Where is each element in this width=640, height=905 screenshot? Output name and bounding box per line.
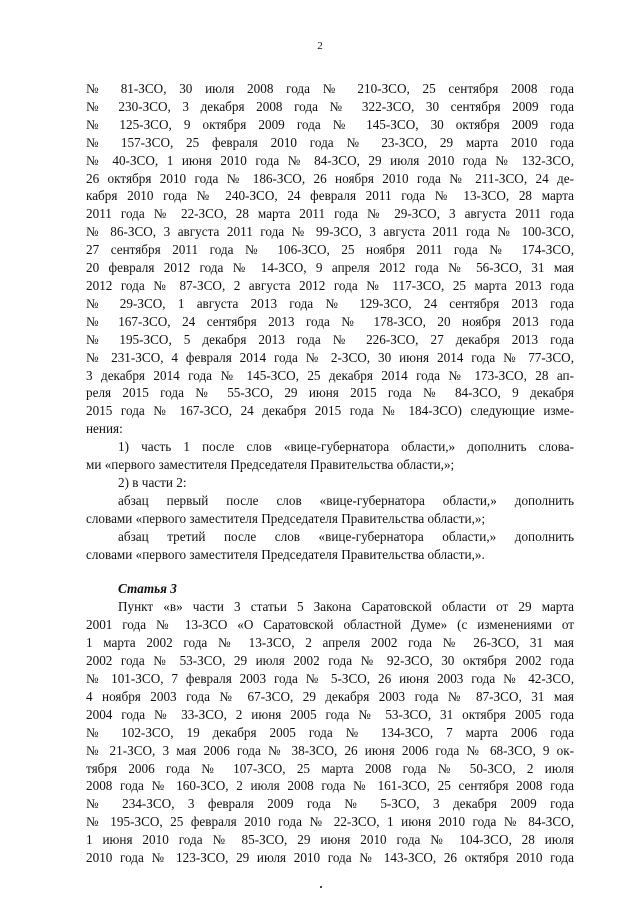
text-line: № 40-ЗСО, 1 июня 2010 года № 84-ЗСО, 29 июля 2010 года № 132-ЗСО, [86, 152, 574, 168]
paragraph-first-abzac: абзац первый после слов «вице-губернатора области,» дополнить [118, 492, 574, 508]
text-line: № 125-ЗСО, 9 октября 2009 года № 145-ЗСО, 30 октября 2009 года [86, 116, 574, 132]
text-line: № 231-ЗСО, 4 февраля 2014 года № 2-ЗСО, 30 июня 2014 года № 77-ЗСО, [86, 349, 574, 365]
text-line: 27 сентября 2011 года № 106-ЗСО, 25 ноября 2011 года № 174-ЗСО, [86, 242, 574, 258]
item-1-text-cont: ми «первого заместителя Председателя Правительства области,»; [86, 457, 455, 473]
text-line: 3 декабря 2014 года № 145-ЗСО, 25 декабря 2014 года № 173-ЗСО, 28 ап- [86, 367, 574, 383]
text-line: кабря 2010 года № 240-ЗСО, 24 февраля 2011 года № 13-ЗСО, 28 марта [86, 188, 574, 204]
text-line: № 195-ЗСО, 5 декабря 2013 года № 226-ЗСО, 27 декабря 2013 года [86, 331, 574, 347]
text-line: тября 2006 года № 107-ЗСО, 25 марта 2008 года № 50-ЗСО, 2 июля [86, 760, 574, 776]
text-line: 2004 года № 33-ЗСО, 2 июня 2005 года № 53-ЗСО, 31 октября 2005 года [86, 706, 574, 722]
page-number: 2 [317, 40, 323, 52]
text-line: № 195-ЗСО, 25 февраля 2010 года № 22-ЗСО, 1 июня 2010 года № 84-ЗСО, [86, 814, 574, 830]
text-line: 2002 года № 53-ЗСО, 29 июля 2002 года № 92-ЗСО, 30 октября 2002 года [86, 653, 574, 669]
text-line: 1 июня 2010 года № 85-ЗСО, 29 июня 2010 года № 104-ЗСО, 28 июля [86, 832, 574, 848]
text-line: № 29-ЗСО, 1 августа 2013 года № 129-ЗСО, 24 сентября 2013 года [86, 295, 574, 311]
text-line: № 230-ЗСО, 3 декабря 2008 года № 322-ЗСО, 30 сентября 2009 года [86, 98, 574, 114]
text-line: № 234-ЗСО, 3 февраля 2009 года № 5-ЗСО, 3 декабря 2009 года [86, 796, 574, 812]
item-2-text: 2) в части 2: [118, 474, 187, 490]
text-line: № 21-ЗСО, 3 мая 2006 года № 38-ЗСО, 26 июня 2006 года № 68-ЗСО, 9 ок- [86, 742, 574, 758]
article-first-line: Пункт «в» части 3 статьи 5 Закона Саратовской области от 29 марта [118, 599, 574, 615]
text-line: 2010 года № 123-ЗСО, 29 июля 2010 года № 143-ЗСО, 26 октября 2010 года [86, 850, 574, 866]
text-line: 2001 года № 13-ЗСО «О Саратовской областной Думе» (с изменениями от [86, 617, 574, 633]
text-line: № 167-ЗСО, 24 сентября 2013 года № 178-ЗСО, 20 ноября 2013 года [86, 313, 574, 329]
text-line: реля 2015 года № 55-ЗСО, 29 июня 2015 года № 84-ЗСО, 9 декабря [86, 385, 574, 401]
paragraph-third-abzac: абзац третий после слов «вице-губернатора области,» дополнить [118, 528, 574, 544]
text-line: нения: [86, 421, 123, 437]
article-heading: Статья 3 [118, 581, 177, 597]
text-line: 20 февраля 2012 года № 14-ЗСО, 9 апреля 2012 года № 56-ЗСО, 31 мая [86, 260, 574, 276]
text-line: 1 марта 2002 года № 13-ЗСО, 2 апреля 2002 года № 26-ЗСО, 31 мая [86, 635, 574, 651]
paragraph-third-abzac-cont: словами «первого заместителя Председателя Правительства области,». [86, 546, 485, 562]
paragraph-article-3 [86, 616, 574, 867]
paragraph-first-abzac-cont: словами «первого заместителя Председателя Правительства области,»; [86, 510, 486, 526]
text-line: № 101-ЗСО, 7 февраля 2003 года № 5-ЗСО, 26 июня 2003 года № 42-ЗСО, [86, 671, 574, 686]
text-line: 4 ноября 2003 года № 67-ЗСО, 29 декабря 2003 года № 87-ЗСО, 31 мая [86, 688, 574, 704]
text-line: 2015 года № 167-ЗСО, 24 декабря 2015 года № 184-ЗСО) следующие изме- [86, 403, 574, 419]
text-line: 2011 года № 22-ЗСО, 28 марта 2011 года № 29-ЗСО, 3 августа 2011 года [86, 206, 574, 222]
text-line: 2008 года № 160-ЗСО, 2 июля 2008 года № 161-ЗСО, 25 сентября 2008 года [86, 778, 574, 794]
scan-dot [320, 886, 322, 888]
text-line: № 102-ЗСО, 19 декабря 2005 года № 134-ЗСО, 7 марта 2006 года [86, 724, 574, 740]
text-line: № 81-ЗСО, 30 июля 2008 года № 210-ЗСО, 25 сентября 2008 года [86, 81, 574, 96]
text-line: 2012 года № 87-ЗСО, 2 августа 2012 года № 117-ЗСО, 25 марта 2013 года [86, 277, 574, 293]
text-line: № 86-ЗСО, 3 августа 2011 года № 99-ЗСО, 3 августа 2011 года № 100-ЗСО, [86, 224, 574, 240]
document-body [86, 80, 574, 867]
paragraph-amendments-list [86, 80, 574, 420]
text-line: № 157-ЗСО, 25 февраля 2010 года № 23-ЗСО, 29 марта 2010 года [86, 134, 574, 150]
item-1-text: 1) часть 1 после слов «вице-губернатора области,» дополнить слова- [118, 439, 574, 455]
text-line: 26 октября 2010 года № 186-ЗСО, 26 ноября 2010 года № 211-ЗСО, 24 де- [86, 170, 574, 186]
